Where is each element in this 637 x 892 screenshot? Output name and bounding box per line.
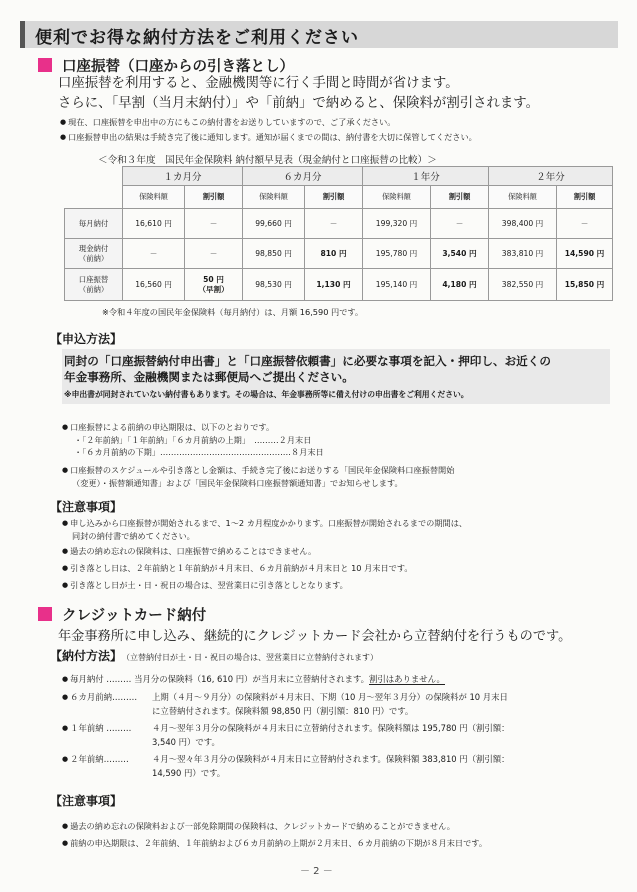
- note-item-cont: 同封の納付書で納めてください。: [72, 531, 195, 541]
- apply-schedule-note-2: （変更）・振替額通知書」および「国民年金保険料口座振替額通知書」でお知らせします。: [72, 478, 403, 488]
- table-corner: [65, 167, 123, 209]
- col-premium: 保険料額: [123, 186, 185, 209]
- table-cell: －: [123, 239, 185, 269]
- table-caption: ＜令和３年度 国民年金保険料 納付額早見表（現金納付と口座振替の比較）＞: [98, 155, 437, 166]
- pay-6months-text: 上期（４月～９月分）の保険料が４月末日、下期（10 月～翌年３月分）の保険料が 10 月末日 に立替納付されます。保険料額 98,850 円（割引額：810 円）です。: [152, 692, 508, 716]
- period-1year: １年分: [363, 167, 489, 186]
- notes-heading: 【注意事項】: [50, 500, 123, 514]
- cc-note-item: ● 過去の納め忘れの保険料および一部免除期間の保険料は、クレジットカードで納めることができません。: [62, 820, 455, 832]
- pay-1year-label: ● １年前納 ………: [62, 722, 131, 736]
- section-heading-account-transfer: [38, 55, 294, 76]
- page-number: － 2 －: [300, 866, 333, 877]
- row-label: 毎月納付: [65, 209, 123, 239]
- table-cell: 3,540 円: [431, 239, 489, 269]
- cc-note-item: ● 前納の申込期限は、２年前納、１年前納および６カ月前納の上期が２月末日、６カ月前納の下期が８月末日です。: [62, 837, 487, 849]
- apply-box: [62, 349, 610, 404]
- fee-comparison-table: [64, 166, 613, 301]
- table-cell: 99,660 円: [243, 209, 305, 239]
- col-discount: 割引額: [431, 186, 489, 209]
- lead-line-2: さらに、「早割（当月末納付）」や「前納」で納めると、保険料が割引されます。: [58, 96, 539, 111]
- table-cell: 14,590 円: [557, 239, 613, 269]
- table-cell: 195,780 円: [363, 239, 431, 269]
- section-heading-credit-card: [38, 604, 206, 625]
- table-row: [65, 269, 613, 301]
- apply-deadline-intro: ● 口座振替による前納の申込期限は、以下のとおりです。: [62, 421, 274, 433]
- cc-notes-heading: 【注意事項】: [50, 794, 123, 808]
- table-cell: 98,850 円: [243, 239, 305, 269]
- pay-2years-text: ４月～翌々年３月分の保険料が４月末日に立替納付されます。保険料額 383,810 円（割引額： 14,590 円）です。: [152, 754, 510, 778]
- col-discount: 割引額: [305, 186, 363, 209]
- table-cell: －: [185, 209, 243, 239]
- section-title: 口座振替（口座からの引き落とし）: [62, 59, 294, 75]
- period-2years: ２年分: [489, 167, 613, 186]
- table-cell: －: [557, 209, 613, 239]
- banner-title: 便利でお得な納付方法をご利用ください: [35, 28, 359, 48]
- table-row: [65, 209, 613, 239]
- note-item: ● 引き落とし日が土・日・祝日の場合は、翌営業日に引き落としとなります。: [62, 579, 348, 591]
- table-cell: 383,810 円: [489, 239, 557, 269]
- row-label: 現金納付 （前納）: [65, 239, 123, 269]
- pink-square-icon: [38, 607, 52, 621]
- section-title: クレジットカード納付: [62, 608, 207, 624]
- table-cell: 16,610 円: [123, 209, 185, 239]
- col-discount: 割引額: [185, 186, 243, 209]
- col-premium: 保険料額: [489, 186, 557, 209]
- lead-line-1: 口座振替を利用すると、金融機関等に行く手間と時間が省けます。: [58, 76, 459, 91]
- note-item: ● 過去の納め忘れの保険料は、口座振替で納めることはできません。: [62, 545, 316, 557]
- pink-square-icon: [38, 58, 52, 72]
- pay-monthly: ● 毎月納付 ……… 当月分の保険料（16, 610 円）が当月末に立替納付されます。割引はありません。: [62, 673, 445, 687]
- period-1month: １カ月分: [123, 167, 243, 186]
- apply-heading: 【申込方法】: [50, 332, 123, 346]
- note-item: ● 申し込みから口座振替が開始されるまで、1～2 カ月程度かかります。口座振替が開始されるまでの期間は、: [62, 517, 467, 529]
- table-cell: －: [305, 209, 363, 239]
- table-cell: 15,850 円: [557, 269, 613, 301]
- table-cell: 382,550 円: [489, 269, 557, 301]
- apply-box-note: ※申出書が同封されていない納付書もあります。その場合は、年金事務所等に備え付けの申出書をご利用ください。: [64, 390, 469, 399]
- note-item: ● 引き落とし日は、２年前納と１年前納が４月末日、６カ月前納が４月末日と 10 月末日です。: [62, 562, 413, 574]
- table-cell: 1,130 円: [305, 269, 363, 301]
- apply-deadline-aug: ・「６カ月前納の下期」…………………………………………８月末日: [74, 447, 324, 457]
- table-cell: 98,530 円: [243, 269, 305, 301]
- table-footnote: ※令和４年度の国民年金保険料（毎月納付）は、月額 16,590 円です。: [102, 307, 364, 317]
- apply-box-text: 同封の「口座振替納付申出書」と「口座振替依頼書」に必要な事項を記入・押印し、お近くの 年金事務所、金融機関または郵便局へご提出ください。: [64, 354, 551, 384]
- table-cell: 16,560 円: [123, 269, 185, 301]
- apply-schedule-note: ● 口座振替のスケジュールや引き落とし金額は、手続き完了後にお送りする「国民年金保険料口座振替開始: [62, 464, 454, 476]
- table-cell: －: [185, 239, 243, 269]
- col-discount: 割引額: [557, 186, 613, 209]
- note-notification: ● 口座振替申出の結果は手続き完了後に通知します。通知が届くまでの間は、納付書を大切に保管してください。: [60, 131, 477, 143]
- col-premium: 保険料額: [363, 186, 431, 209]
- table-cell: 195,140 円: [363, 269, 431, 301]
- note-current-applicants: ● 現在、口座振替を申出中の方にもこの納付書をお送りしていますので、ご了承ください。: [60, 116, 395, 128]
- table-cell: 398,400 円: [489, 209, 557, 239]
- table-row: [65, 239, 613, 269]
- table-cell: 199,320 円: [363, 209, 431, 239]
- col-premium: 保険料額: [243, 186, 305, 209]
- row-label: 口座振替 （前納）: [65, 269, 123, 301]
- page-banner: [20, 21, 618, 48]
- table-cell: 4,180 円: [431, 269, 489, 301]
- pay-6months-label: ● ６カ月前納………: [62, 691, 137, 705]
- pay-2years-label: ● ２年前納………: [62, 753, 129, 767]
- table-cell: 810 円: [305, 239, 363, 269]
- method-heading: 【納付方法】 （立替納付日が土・日・祝日の場合は、翌営業日に立替納付されます）: [50, 649, 379, 663]
- apply-deadline-feb: ・「２年前納」「１年前納」「６カ月前納の上期」 ………２月末日: [74, 435, 312, 445]
- table-cell: 50 円 （早割）: [185, 269, 243, 301]
- period-6months: ６カ月分: [243, 167, 363, 186]
- credit-lead: 年金事務所に申し込み、継続的にクレジットカード会社から立替納付を行うものです。: [58, 629, 572, 644]
- pay-1year-text: ４月～翌年３月分の保険料が４月末日に立替納付されます。保険料額は 195,780 円（割引額： 3,540 円）です。: [152, 723, 510, 747]
- table-cell: －: [431, 209, 489, 239]
